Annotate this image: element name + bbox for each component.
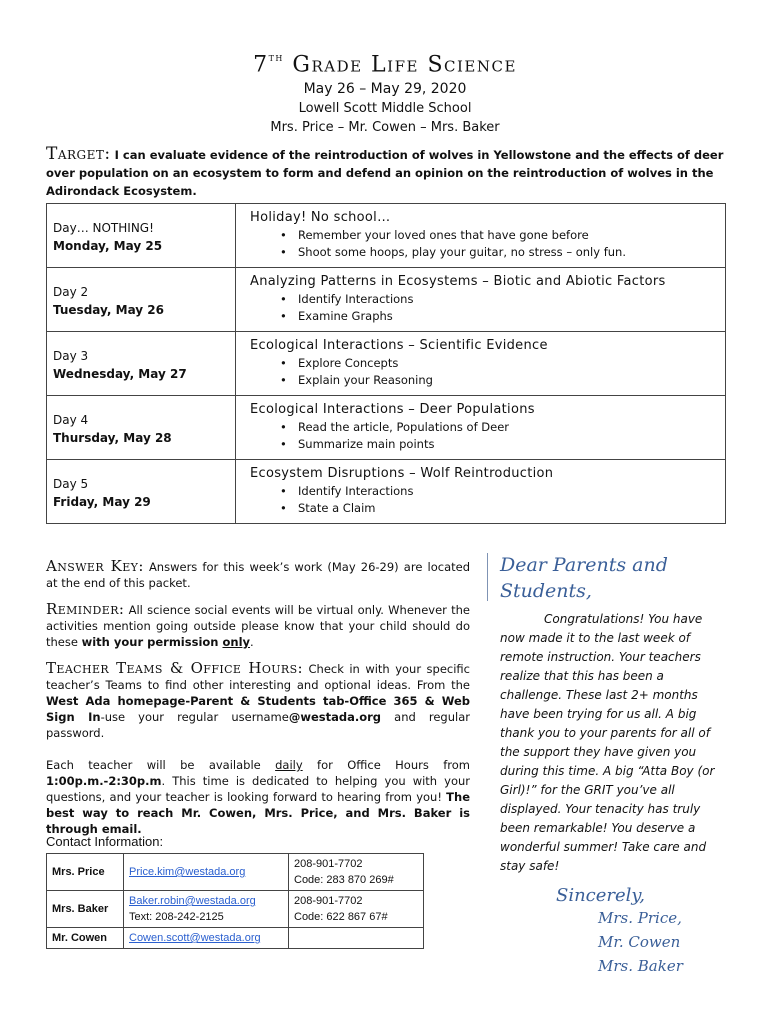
phone-number: 208-901-7702 — [294, 895, 363, 907]
activity-title: Analyzing Patterns in Ecosystems – Biotic and Abiotic Factors — [250, 274, 666, 289]
activity-list — [250, 291, 719, 325]
page-title — [0, 44, 770, 80]
meeting-code: Code: 622 867 67# — [294, 911, 388, 923]
activity-cell — [236, 204, 726, 268]
contact-table — [46, 853, 424, 949]
date-range: May 26 – May 29, 2020 — [303, 81, 467, 98]
letter-closing: Sincerely, — [556, 885, 645, 906]
reminder-paragraph — [46, 601, 470, 650]
letter-greeting: Dear Parents and Students, — [500, 554, 668, 602]
office-text-2: for Office Hours from — [302, 758, 470, 772]
activity-cell — [236, 332, 726, 396]
meeting-code: Code: 283 870 269# — [294, 874, 394, 886]
day-label: Day… NOTHING! — [53, 221, 154, 235]
activity-list — [250, 227, 719, 261]
table-row — [47, 891, 424, 928]
activity-title: Ecological Interactions – Deer Populations — [250, 402, 535, 417]
title-grade-number: 7 — [253, 52, 269, 78]
signature-cowen: Mr. Cowen — [598, 933, 681, 951]
table-row — [47, 268, 726, 332]
reminder-only: only — [222, 635, 251, 649]
office-hours-paragraph — [46, 757, 470, 837]
list-item: • Read the article, Populations of Deer — [280, 419, 719, 436]
table-row — [47, 928, 424, 949]
day-date: Thursday, May 28 — [53, 431, 172, 445]
teams-paragraph — [46, 660, 470, 741]
teams-text-1: Check in with your specific teacher’s Teams to find other interesting and optional ideas. From the — [46, 662, 470, 692]
table-row — [47, 204, 726, 268]
activity-cell — [236, 396, 726, 460]
reminder-end: . — [250, 635, 254, 649]
contact-phone-cell — [289, 854, 424, 891]
day-cell — [47, 332, 236, 396]
title-subject: Grade Life Science — [292, 52, 517, 78]
day-cell — [47, 460, 236, 524]
activity-title: Ecosystem Disruptions – Wolf Reintroduction — [250, 466, 554, 481]
schedule-table — [46, 203, 726, 524]
target-label: Target: — [46, 144, 111, 164]
day-date: Tuesday, May 26 — [53, 303, 165, 317]
teams-text-3: and regular password. — [46, 710, 470, 740]
table-row — [47, 854, 424, 891]
page-header — [0, 44, 770, 137]
day-label: Day 5 — [53, 477, 89, 491]
day-label: Day 3 — [53, 349, 89, 363]
contact-email-cell — [124, 854, 289, 891]
contact-phone-cell — [289, 928, 424, 949]
email-link[interactable]: Baker.robin@westada.org — [129, 895, 256, 907]
list-item: • Explore Concepts — [280, 355, 719, 372]
contact-phone-cell — [289, 891, 424, 928]
list-item: • Remember your loved ones that have gone before — [280, 227, 719, 244]
day-cell — [47, 204, 236, 268]
activity-list — [250, 355, 719, 389]
list-item: • Examine Graphs — [280, 308, 719, 325]
target-text: I can evaluate evidence of the reintroduction of wolves in Yellowstone and the effects of deer over population on an ecosystem to form and defend an opinion on the reintroduction of wolves in the Adirondack Ecosystem. — [46, 148, 724, 198]
target-section — [46, 145, 730, 200]
answer-key-label: Answer Key: — [46, 557, 144, 575]
list-item: • Explain your Reasoning — [280, 372, 719, 389]
table-row — [47, 396, 726, 460]
info-column — [46, 558, 470, 847]
activity-title: Ecological Interactions – Scientific Evidence — [250, 338, 548, 353]
email-link[interactable]: Cowen.scott@westada.org — [129, 932, 261, 944]
signature-price: Mrs. Price, — [598, 909, 682, 927]
office-daily: daily — [275, 758, 303, 772]
activity-title: Holiday! No school… — [250, 210, 391, 225]
day-date: Monday, May 25 — [53, 239, 163, 253]
list-item: • State a Claim — [280, 500, 719, 517]
teams-domain: @westada.org — [288, 710, 382, 724]
activity-list — [250, 483, 719, 517]
contact-email-cell — [124, 928, 289, 949]
answer-key-paragraph — [46, 558, 470, 591]
signature-baker: Mrs. Baker — [598, 957, 683, 975]
office-best-way: The best way to reach Mr. Cowen, Mrs. Price, and Mrs. Baker is through email. — [46, 790, 470, 836]
contact-name: Mrs. Price — [47, 854, 124, 891]
reminder-text: All science social events will be virtual only. Whenever the activities mention going outside please know that your child should do these — [46, 603, 471, 649]
phone-number: 208-901-7702 — [294, 858, 363, 870]
day-label: Day 2 — [53, 285, 89, 299]
activity-cell — [236, 460, 726, 524]
text-number: Text: 208-242-2125 — [129, 911, 224, 923]
school-name: Lowell Scott Middle School — [298, 101, 472, 117]
teams-label: Teacher Teams & Office Hours: — [46, 659, 304, 677]
day-label: Day 4 — [53, 413, 89, 427]
contact-name: Mrs. Baker — [47, 891, 124, 928]
letter-divider — [487, 553, 488, 601]
day-cell — [47, 396, 236, 460]
table-row — [47, 332, 726, 396]
list-item: • Identify Interactions — [280, 483, 719, 500]
day-date: Friday, May 29 — [53, 495, 151, 509]
office-text-1: Each teacher will be available — [46, 758, 276, 772]
teams-text-2: -use your regular username — [100, 710, 289, 724]
email-link[interactable]: Price.kim@westada.org — [129, 866, 246, 878]
contact-title: Contact Information: — [46, 834, 164, 849]
list-item: • Identify Interactions — [280, 291, 719, 308]
answer-key-text: Answers for this week’s work (May 26-29) are located at the end of this packet. — [46, 560, 471, 590]
teams-path: West Ada homepage-Parent & Students tab-Office 365 & Web Sign In — [46, 694, 470, 724]
reminder-label: Reminder: — [46, 600, 125, 618]
letter-body: Congratulations! You have now made it to the last week of remote instruction. Your teachers realize that this has been a challenge. These last 2+ months have been trying for us all. A big thank you to your parents for all of the support they have given you during this time. A big “Atta Boy (or Girl)!” for the GRIT you’ve all displayed. Your tenacity has truly been remarkable! You deserve a wonderful summer! Take care and stay safe! — [500, 612, 715, 873]
activity-list — [250, 419, 719, 453]
table-row — [47, 460, 726, 524]
list-item: • Summarize main points — [280, 436, 719, 453]
contact-name: Mr. Cowen — [47, 928, 124, 949]
title-grade-suffix: th — [268, 50, 284, 64]
reminder-bold: with your permission — [81, 635, 223, 649]
teacher-names: Mrs. Price – Mr. Cowen – Mrs. Baker — [270, 120, 500, 136]
office-text-3: . This time is dedicated to helping you with your questions, and your teacher is looking forward to hearing from you! — [46, 774, 470, 804]
list-item: • Shoot some hoops, play your guitar, no stress – only fun. — [280, 244, 719, 261]
contact-email-cell — [124, 891, 289, 928]
office-time: 1:00p.m.-2:30p.m — [46, 774, 162, 788]
day-cell — [47, 268, 236, 332]
activity-cell — [236, 268, 726, 332]
parent-letter — [500, 552, 722, 978]
day-date: Wednesday, May 27 — [53, 367, 187, 381]
